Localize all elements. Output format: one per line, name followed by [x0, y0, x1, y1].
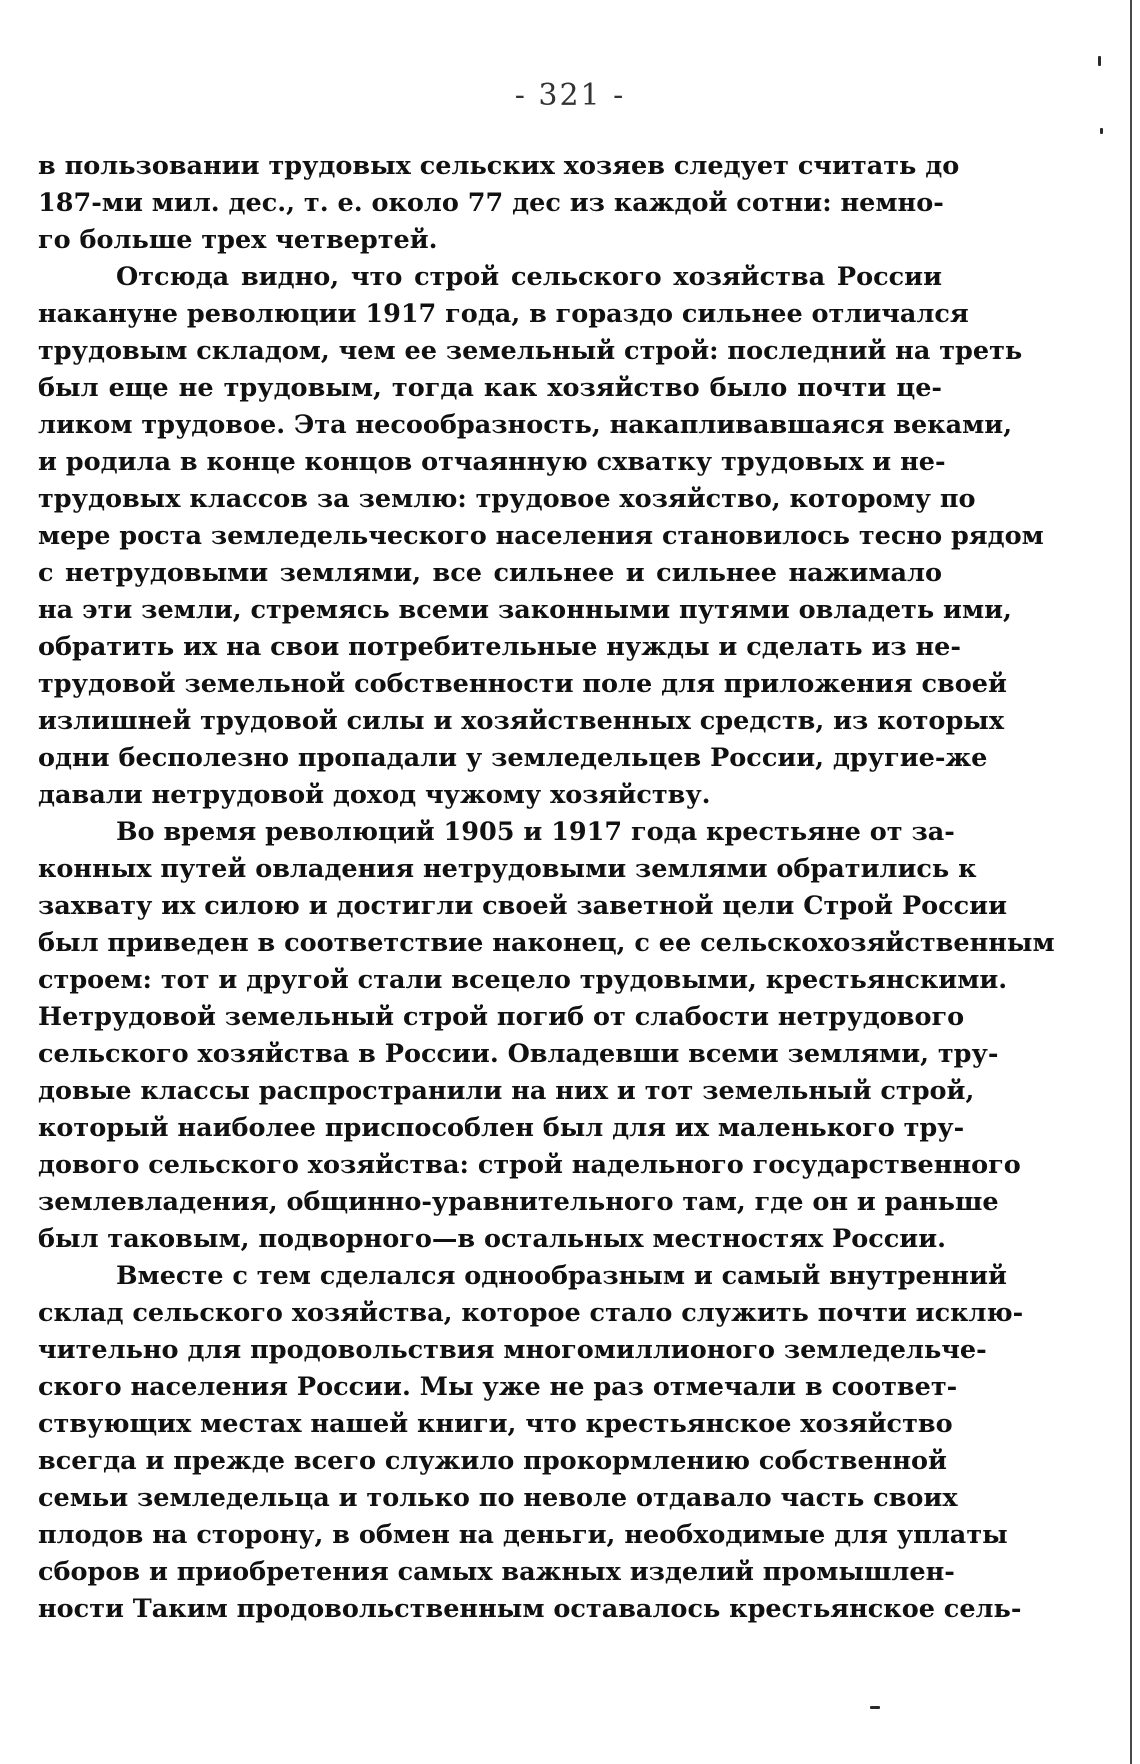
ink-mark [870, 1706, 880, 1709]
text-line: мере роста земледельческого населения становилось тесно рядом [38, 521, 1044, 551]
page-number: - 321 - [514, 78, 626, 113]
text-line: ствующих местах нашей книги, что крестьянское хозяйство [38, 1409, 953, 1439]
text-line: излишней трудовой силы и хозяйственных средств, из которых [38, 706, 1005, 736]
text-line: довые классы распространили на них и тот земельный строй, [38, 1076, 975, 1106]
text-line: с нетрудовыми землями, все сильнее и сильнее нажимало [38, 558, 942, 588]
text-line: всегда и прежде всего служило прокормлению собственной [38, 1446, 947, 1476]
text-line: строем: тот и другой стали всецело трудовыми, крестьянскими. [38, 965, 1008, 995]
text-line: чительно для продовольствия многомиллионого земледельче- [38, 1335, 987, 1365]
text-line: сборов и приобретения самых важных изделий промышлен- [38, 1557, 955, 1587]
text-line: Во время революций 1905 и 1917 года крестьяне от за- [116, 817, 955, 847]
text-line: который наиболее приспособлен был для их маленького тру- [38, 1113, 965, 1143]
text-line: ликом трудовое. Эта несообразность, накапливавшаяся веками, [38, 410, 1013, 440]
text-line: Вместе с тем сделался однообразным и самый внутренний [116, 1261, 1007, 1291]
text-line: был приведен в соответствие наконец, с ее сельскохозяйственным [38, 928, 1055, 958]
text-line: 187-ми мил. дес., т. е. около 77 дес из каждой сотни: немно- [38, 188, 944, 218]
ink-mark [1098, 56, 1101, 66]
text-line: трудовых классов за землю: трудовое хозяйство, которому по [38, 484, 976, 514]
text-line: дового сельского хозяйства: строй надельного государственного [38, 1150, 1021, 1180]
text-line: на эти земли, стремясь всеми законными путями овладеть ими, [38, 595, 1012, 625]
text-line: Нетрудовой земельный строй погиб от слабости нетрудового [38, 1002, 965, 1032]
text-line: Отсюда видно, что строй сельского хозяйства России [116, 262, 942, 292]
text-line: семьи земледельца и только по неволе отдавало часть своих [38, 1483, 958, 1513]
page-edge-line [1130, 0, 1132, 1764]
text-line: был таковым, подворного—в остальных местностях России. [38, 1224, 947, 1254]
text-line: ского населения России. Мы уже не раз отмечали в соответ- [38, 1372, 958, 1402]
text-line: землевладения, общинно-уравнительного там, где он и раньше [38, 1187, 999, 1217]
text-line: го больше трех четвертей. [38, 225, 438, 255]
text-line: одни бесполезно пропадали у земледельцев России, другие-же [38, 743, 988, 773]
text-line: трудовой земельной собственности поле для приложения своей [38, 669, 1007, 699]
text-line: ности Таким продовольственным оставалось крестьянское сель- [38, 1594, 1022, 1624]
text-line: был еще не трудовым, тогда как хозяйство было почти це- [38, 373, 942, 403]
text-line: в пользовании трудовых сельских хозяев следует считать до [38, 151, 960, 181]
text-line: захвату их силою и достигли своей заветной цели Строй России [38, 891, 1008, 921]
text-line: склад сельского хозяйства, которое стало служить почти исклю- [38, 1298, 1024, 1328]
text-line: конных путей овладения нетрудовыми землями обратились к [38, 854, 977, 884]
text-line: обратить их на свои потребительные нужды и сделать из не- [38, 632, 961, 662]
text-line: и родила в конце концов отчаянную схватку трудовых и не- [38, 447, 946, 477]
text-line: давали нетрудовой доход чужому хозяйству. [38, 780, 711, 810]
text-line: накануне революции 1917 года, в гораздо сильнее отличался [38, 299, 969, 329]
ink-mark [1100, 128, 1103, 134]
text-line: сельского хозяйства в России. Овладевши всеми землями, тру- [38, 1039, 999, 1069]
text-line: плодов на сторону, в обмен на деньги, необходимые для уплаты [38, 1520, 1008, 1550]
text-line: трудовым складом, чем ее земельный строй: последний на треть [38, 336, 1023, 366]
body-text [38, 148, 1055, 1628]
